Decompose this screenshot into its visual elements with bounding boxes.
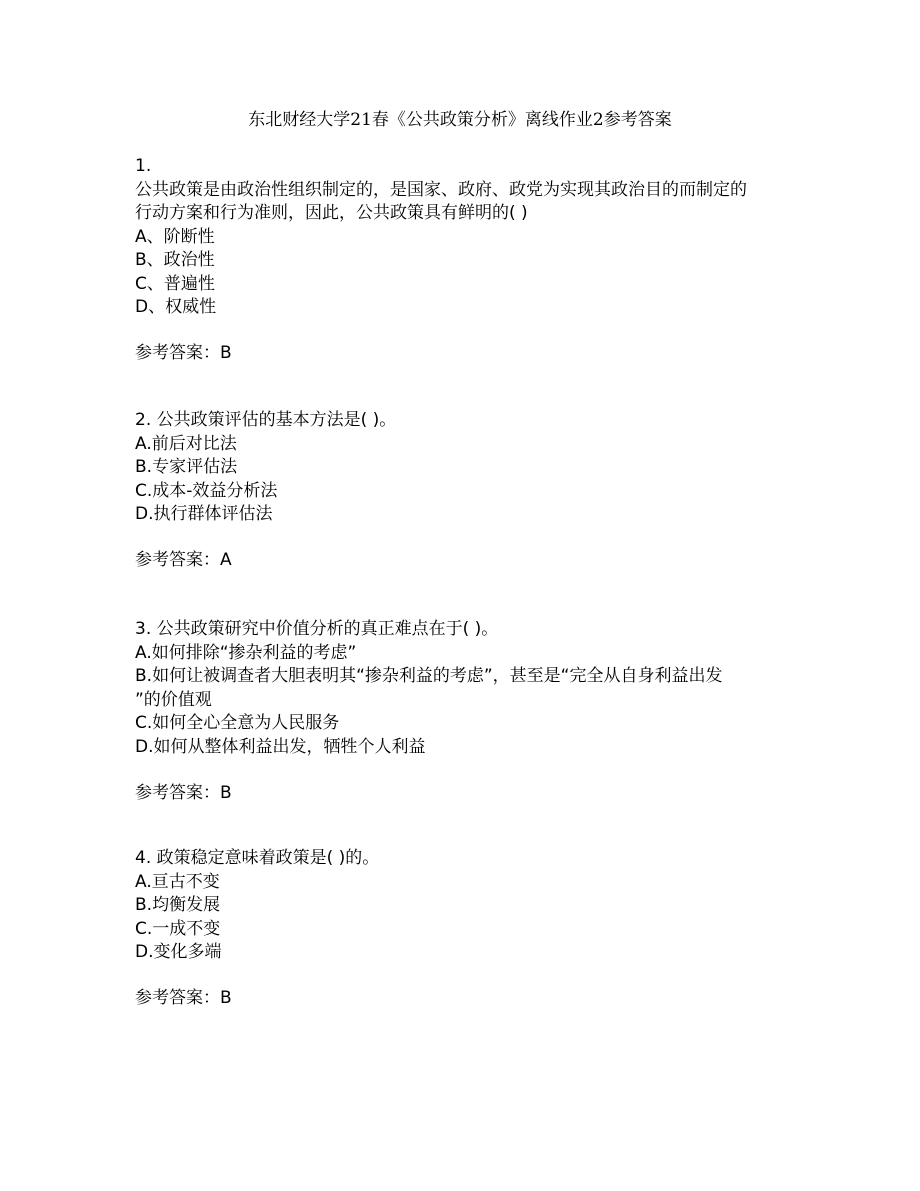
- answer: 参考答案：B: [135, 782, 232, 803]
- question-text: 2. 公共政策评估的基本方法是( )。: [135, 410, 397, 430]
- question-text: 4. 政策稳定意味着政策是( )的。: [135, 848, 380, 868]
- document-title: 东北财经大学21春《公共政策分析》离线作业2参考答案: [248, 110, 672, 130]
- option-b: B.专家评估法: [135, 457, 238, 477]
- option-d: D、权威性: [135, 297, 217, 317]
- option-d: D.如何从整体利益出发，牺牲个人利益: [135, 736, 426, 757]
- option-d: D.变化多端: [135, 942, 222, 962]
- option-b-continued: ”的价值观: [135, 689, 212, 710]
- question-1: [135, 155, 747, 366]
- option-a: A.前后对比法: [135, 433, 237, 454]
- question-text: 3. 公共政策研究中价值分析的真正难点在于( )。: [135, 619, 499, 639]
- option-c: C.成本-效益分析法: [135, 480, 278, 501]
- question-text: 行动方案和行为准则，因此，公共政策具有鲜明的( ): [135, 203, 528, 223]
- option-b: B.如何让被调查者大胆表明其“掺杂利益的考虑”，甚至是“完全从自身利益出发: [135, 666, 723, 686]
- option-c: C.如何全心全意为人民服务: [135, 713, 340, 733]
- option-d: D.执行群体评估法: [135, 504, 273, 524]
- question-3: [135, 618, 723, 805]
- option-a: A.亘古不变: [135, 871, 220, 892]
- option-c: C、普遍性: [135, 273, 215, 294]
- answer: 参考答案：B: [135, 988, 232, 1008]
- question-2: [135, 409, 396, 573]
- answer: 参考答案：A: [135, 550, 232, 570]
- option-b: B.均衡发展: [135, 895, 221, 915]
- question-4: [135, 847, 379, 1011]
- option-c: C.一成不变: [135, 918, 221, 939]
- question-number: 1.: [135, 156, 152, 176]
- option-b: B、政治性: [135, 250, 215, 270]
- option-a: A、阶断性: [135, 226, 215, 247]
- answer: 参考答案：B: [135, 343, 232, 363]
- option-a: A.如何排除“掺杂利益的考虑”: [135, 642, 357, 663]
- question-text: 公共政策是由政治性组织制定的，是国家、政府、政党为实现其政治目的而制定的: [135, 179, 747, 200]
